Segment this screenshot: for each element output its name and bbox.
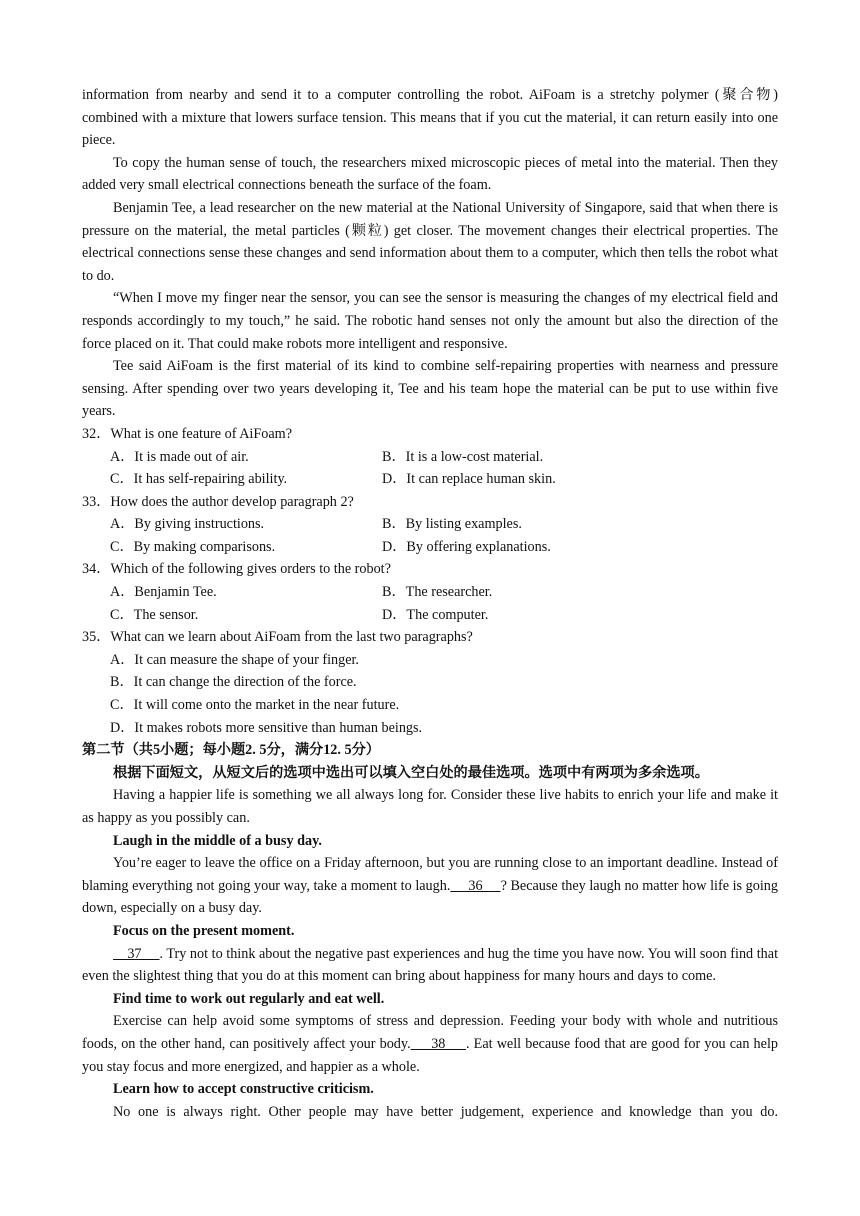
question-34-options-row-1 xyxy=(82,581,778,604)
question-34-options-row-2 xyxy=(82,604,778,627)
passage-paragraph: Tee said AiFoam is the first material of its kind to combine self-repairing properties with nearness and pressure sensing. After spending over two years developing it, Tee and his team hope the material can be put to use within five years. xyxy=(82,358,778,420)
passage-paragraph: “When I move my finger near the sensor, you can see the sensor is measuring the changes of my electrical field and responds accordingly to my touch,” he said. The robotic hand senses not only the amount but also the direction of the force placed on it. That could make robots more intelligent and responsive. xyxy=(82,290,778,352)
option-a: A．It is made out of air. xyxy=(110,448,249,465)
exam-page xyxy=(82,84,778,1123)
passage-paragraph: No one is always right. Other people may have better judgement, experience and knowledge than you do. xyxy=(113,1103,778,1120)
question-33-options-row-1 xyxy=(82,513,778,536)
option-a: A．It can measure the shape of your finger. xyxy=(110,651,359,668)
question-32-options-row-2 xyxy=(82,468,778,491)
passage-intro: Having a happier life is something we all always long for. Consider these live habits to enrich your life and make it as happy as you possibly can. xyxy=(82,787,778,826)
option-c: C．It will come onto the market in the near future. xyxy=(110,697,400,714)
passage-paragraph: To copy the human sense of touch, the researchers mixed microscopic pieces of metal into the material. Then they added very small electrical connections beneath the surface of the foam. xyxy=(82,154,778,194)
blank-36: 36 xyxy=(450,877,501,894)
option-d: D．The computer. xyxy=(382,606,489,623)
passage-heading: Laugh in the middle of a busy day. xyxy=(113,832,322,849)
paragraph-text: . Eat well because food that are good for you can help you stay focus and more energized, and happier as a whole. xyxy=(82,1035,778,1075)
option-d: D．By offering explanations. xyxy=(382,538,551,555)
paragraph-text: You’re eager to leave the office on a Friday afternoon, but you are running close to an important deadline. Instead of blaming everything not going your way, take a moment to laugh. xyxy=(82,855,778,894)
question-33-options-row-2 xyxy=(82,536,778,559)
passage-heading: Focus on the present moment. xyxy=(113,922,295,939)
question-34-stem: 34．Which of the following gives orders to the robot? xyxy=(82,561,391,578)
paragraph-text: Exercise can help avoid some symptoms of stress and depression. Feeding your body with whole and nutritious foods, on the other hand, can positively affect your body. xyxy=(82,1013,778,1052)
section-instruction: 根据下面短文，从短文后的选项中选出可以填入空白处的最佳选项。选项中有两项为多余选项。 xyxy=(113,764,709,781)
passage-paragraph: information from nearby and send it to a computer controlling the robot. AiFoam is a stretchy polymer (聚合物) combined with a mixture that lowers surface tension. This means that if you cut the material, it can return easily into one piece. xyxy=(82,87,778,149)
option-d: D．It can replace human skin. xyxy=(382,471,556,488)
paragraph-text: ? Because they laugh no matter how life is going down, especially on a busy day. xyxy=(82,877,778,917)
passage-paragraph xyxy=(82,1010,778,1078)
option-b: B．It can change the direction of the force. xyxy=(110,674,357,691)
option-d: D．It makes robots more sensitive than human beings. xyxy=(110,719,423,736)
question-35-stem: 35．What can we learn about AiFoam from the last two paragraphs? xyxy=(82,629,473,646)
passage-paragraph xyxy=(82,852,778,920)
section-title: 第二节（共5小题；每小题2. 5分，满分12. 5分） xyxy=(82,742,380,759)
option-c: C．It has self-repairing ability. xyxy=(110,471,288,488)
blank-37: 37 xyxy=(113,945,160,962)
passage-paragraph xyxy=(82,943,778,988)
question-32-options-row-1 xyxy=(82,446,778,469)
option-a: A．Benjamin Tee. xyxy=(110,584,217,601)
passage-paragraph: Benjamin Tee, a lead researcher on the new material at the National University of Singapore, said that when there is pressure on the material, the metal particles (颗粒) get closer. The movement changes their electrical properties. The electrical connections sense these changes and send information about them to a computer, which then tells the robot what to do. xyxy=(82,199,778,284)
option-c: C．The sensor. xyxy=(110,606,199,623)
passage-heading: Learn how to accept constructive criticism. xyxy=(113,1081,374,1098)
paragraph-text: . Try not to think about the negative past experiences and hug the time you have now. You will soon find that even the slightest thing that you do at this moment can bring about happiness for many hours and days to come. xyxy=(82,945,779,985)
question-33-stem: 33．How does the author develop paragraph 2? xyxy=(82,493,354,510)
option-b: B．By listing examples. xyxy=(382,516,522,533)
option-b: B．It is a low-cost material. xyxy=(382,448,544,465)
passage-heading: Find time to work out regularly and eat well. xyxy=(113,990,385,1007)
option-b: B．The researcher. xyxy=(382,584,493,601)
question-32-stem: 32．What is one feature of AiFoam? xyxy=(82,425,292,442)
blank-38: 38 xyxy=(410,1035,466,1052)
option-a: A．By giving instructions. xyxy=(110,516,265,533)
option-c: C．By making comparisons. xyxy=(110,538,276,555)
